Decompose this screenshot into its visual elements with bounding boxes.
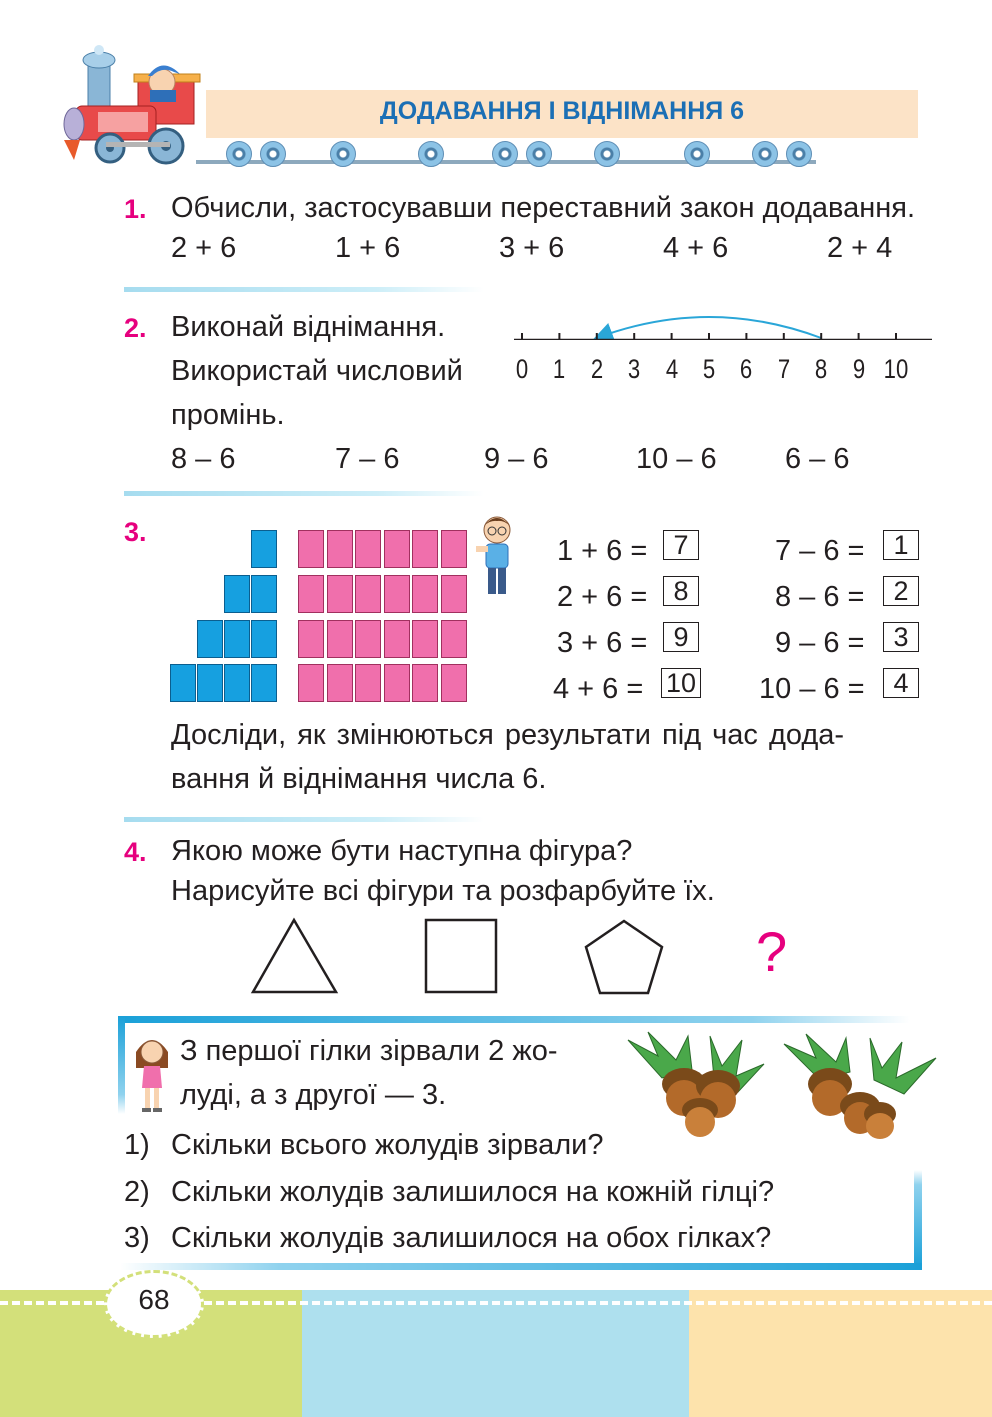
answer-box: 3 bbox=[883, 622, 919, 652]
acorn-branch-illustration bbox=[618, 1026, 768, 1138]
answer-box: 10 bbox=[661, 668, 701, 698]
equation-text: 9 – 6 = bbox=[775, 627, 865, 659]
task-3-number: 3. bbox=[124, 517, 147, 547]
task-1-expression: 3 + 6 bbox=[499, 232, 565, 264]
task-4-line: Нарисуйте всі фігури та розфарбуйте їх. bbox=[171, 875, 715, 907]
problem-frame-right bbox=[914, 1170, 922, 1268]
number-line-label: 3 bbox=[628, 354, 641, 384]
task-1-expression: 2 + 4 bbox=[827, 232, 893, 264]
task-3-explore-text: Досліди, як змінюються результати під час дода- bbox=[171, 719, 845, 751]
task-2-expression: 7 – 6 bbox=[335, 443, 400, 475]
equation-text: 2 + 6 = bbox=[557, 581, 648, 613]
question-text: Скільки всього жолудів зірвали? bbox=[171, 1129, 604, 1161]
footer-band-blue bbox=[302, 1290, 689, 1417]
triangle-icon bbox=[253, 920, 336, 992]
number-line-label: 5 bbox=[702, 354, 716, 384]
answer-box: 2 bbox=[883, 576, 919, 606]
question-number: 3) bbox=[124, 1222, 150, 1254]
pentagon-icon bbox=[586, 921, 662, 993]
question-text: Скільки жолудів залишилося на обох гілках? bbox=[171, 1222, 772, 1254]
answer-box: 7 bbox=[663, 530, 699, 560]
number-line-label: 8 bbox=[815, 354, 828, 384]
footer-band-orange bbox=[689, 1290, 992, 1417]
problem-text: З першої гілки зірвали 2 жо- bbox=[180, 1035, 558, 1067]
task-1-number: 1. bbox=[124, 194, 147, 224]
number-line-label: 10 bbox=[883, 354, 909, 384]
question-number: 1) bbox=[124, 1129, 150, 1161]
task-2-line: Використай числовий bbox=[171, 355, 463, 387]
number-line-label: 1 bbox=[553, 354, 566, 384]
task-4-number: 4. bbox=[124, 837, 147, 867]
question-mark: ? bbox=[756, 920, 788, 983]
answer-box: 9 bbox=[663, 622, 699, 652]
task-1-expression: 2 + 6 bbox=[171, 232, 237, 264]
question-number: 2) bbox=[124, 1176, 150, 1208]
square-icon bbox=[426, 920, 496, 992]
question-text: Скільки жолудів залишилося на кожній гілці? bbox=[171, 1176, 775, 1208]
task-2-number: 2. bbox=[124, 313, 147, 343]
problem-text: луді, а з другої — 3. bbox=[180, 1079, 447, 1111]
number-line-label: 7 bbox=[777, 354, 790, 384]
page-title: ДОДАВАННЯ І ВІДНІМАННЯ 6 bbox=[379, 97, 745, 125]
task-2-line: Виконай віднімання. bbox=[171, 311, 446, 343]
task-1-instruction: Обчисли, застосувавши переставний закон додавання. bbox=[171, 192, 916, 224]
task-2-expression: 9 – 6 bbox=[484, 443, 549, 475]
equation-text: 1 + 6 = bbox=[557, 535, 648, 567]
equation-text: 10 – 6 = bbox=[759, 673, 865, 705]
task-1-expression: 1 + 6 bbox=[335, 232, 401, 264]
girl-illustration bbox=[130, 1034, 174, 1114]
problem-frame-left bbox=[118, 1016, 125, 1114]
task-2-expression: 6 – 6 bbox=[785, 443, 850, 475]
answer-box: 1 bbox=[883, 530, 919, 560]
task-4-line: Якою може бути наступна фігура? bbox=[171, 835, 633, 867]
number-line-label: 0 bbox=[515, 354, 529, 384]
equation-text: 3 + 6 = bbox=[557, 627, 648, 659]
task-2-expression: 8 – 6 bbox=[171, 443, 236, 475]
number-line-label: 9 bbox=[852, 354, 865, 384]
answer-box: 4 bbox=[883, 668, 919, 698]
equation-text: 8 – 6 = bbox=[775, 581, 865, 613]
equation-text: 7 – 6 = bbox=[775, 535, 865, 567]
task-2-expression: 10 – 6 bbox=[636, 443, 717, 475]
task-1-expression: 4 + 6 bbox=[663, 232, 729, 264]
task-3-explore-text: вання й віднімання числа 6. bbox=[171, 763, 547, 795]
equation-text: 4 + 6 = bbox=[553, 673, 644, 705]
number-line-label: 6 bbox=[740, 354, 753, 384]
task-2-line: промінь. bbox=[171, 399, 285, 431]
acorn-branch-illustration bbox=[780, 1028, 940, 1140]
problem-frame-top bbox=[118, 1016, 910, 1023]
page-number: 68 bbox=[138, 1284, 170, 1315]
problem-frame-bottom bbox=[120, 1263, 922, 1270]
answer-box: 8 bbox=[663, 576, 699, 606]
number-line-label: 4 bbox=[665, 354, 678, 384]
number-line-label: 2 bbox=[590, 354, 603, 384]
